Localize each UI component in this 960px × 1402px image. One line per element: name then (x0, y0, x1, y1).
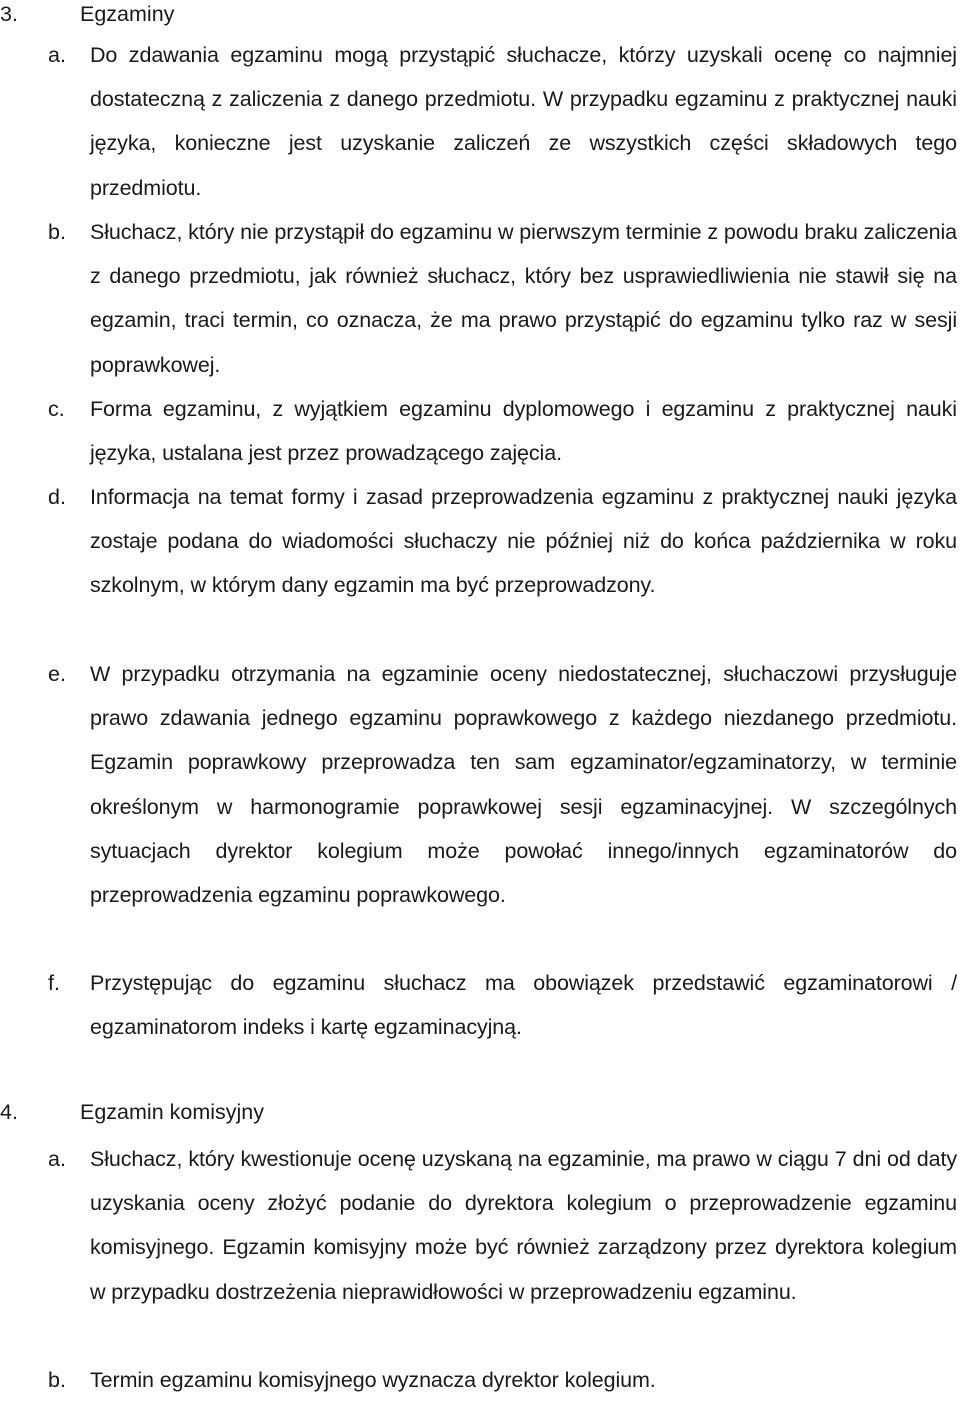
item-letter: a. (48, 43, 66, 67)
section-4-item-a (48, 1137, 957, 1314)
section-3-item-c (48, 387, 957, 475)
section-3-item-b (48, 210, 957, 387)
item-text: Słuchacz, który nie przystąpił do egzaminu w pierwszym terminie z powodu braku zaliczenia z danego przedmiotu, jak również słuchacz, który bez usprawiedliwienia nie stawił się na egzamin, traci termin, co oznacza, że ma prawo przystąpić do egzaminu tylko raz w sesji poprawkowej. (90, 220, 958, 377)
section-title: Egzaminy (80, 2, 175, 26)
item-text: Przystępując do egzaminu słuchacz ma obowiązek przedstawić egzaminatorowi / egzaminatorom indeks i kartę egzaminacyjną. (90, 971, 957, 1040)
item-text: Słuchacz, który kwestionuje ocenę uzyskaną na egzaminie, ma prawo w ciągu 7 dni od daty uzyskania oceny złożyć podanie do dyrektora kolegium o przeprowadzenie egzaminu komisyjnego. Egzamin komisyjny może być również zarządzony przez dyrektora kolegium w przypadku dostrzeżenia nieprawidłowości w przeprowadzeniu egzaminu. (90, 1147, 957, 1304)
item-text: Forma egzaminu, z wyjątkiem egzaminu dyplomowego i egzaminu z praktycznej nauki języka, ustalana jest przez prowadzącego zajęcia. (90, 397, 957, 466)
section-number: 4. (0, 1100, 18, 1124)
section-3-item-d (48, 475, 957, 608)
item-letter: a. (48, 1147, 66, 1171)
item-text: Do zdawania egzaminu mogą przystąpić słuchacze, którzy uzyskali ocenę co najmniej dostateczną z zaliczenia z danego przedmiotu. W przypadku egzaminu z praktycznej nauki języka, konieczne jest uzyskanie zaliczeń ze wszystkich części składowych tego przedmiotu. (90, 43, 957, 200)
section-3-item-f (48, 961, 957, 1049)
section-title: Egzamin komisyjny (80, 1100, 264, 1124)
item-letter: f. (48, 971, 60, 995)
item-text: W przypadku otrzymania na egzaminie oceny niedostatecznej, słuchaczowi przysługuje prawo zdawania jednego egzaminu poprawkowego z każdego niezdanego przedmiotu. Egzamin poprawkowy przeprowadza ten sam egzaminator/egzaminatorzy, w terminie określonym w harmonogramie poprawkowej sesji egzaminacyjnej. W szczególnych sytuacjach dyrektor kolegium może powołać innego/innych egzaminatorów do przeprowadzenia egzaminu poprawkowego. (90, 662, 957, 908)
item-letter: e. (48, 662, 66, 686)
section-4-item-b (48, 1358, 957, 1402)
item-text: Informacja na temat formy i zasad przeprowadzenia egzaminu z praktycznej nauki języka zostaje podana do wiadomości słuchaczy nie później niż do końca października w roku szkolnym, w którym dany egzamin ma być przeprowadzony. (90, 485, 957, 598)
item-letter: b. (48, 1368, 66, 1392)
section-3-item-a (48, 33, 957, 210)
section-3-item-e (48, 652, 957, 917)
item-letter: d. (48, 485, 66, 509)
item-letter: b. (48, 220, 66, 244)
section-number: 3. (0, 2, 18, 26)
item-text: Termin egzaminu komisyjnego wyznacza dyrektor kolegium. (90, 1368, 656, 1392)
item-letter: c. (48, 397, 65, 421)
